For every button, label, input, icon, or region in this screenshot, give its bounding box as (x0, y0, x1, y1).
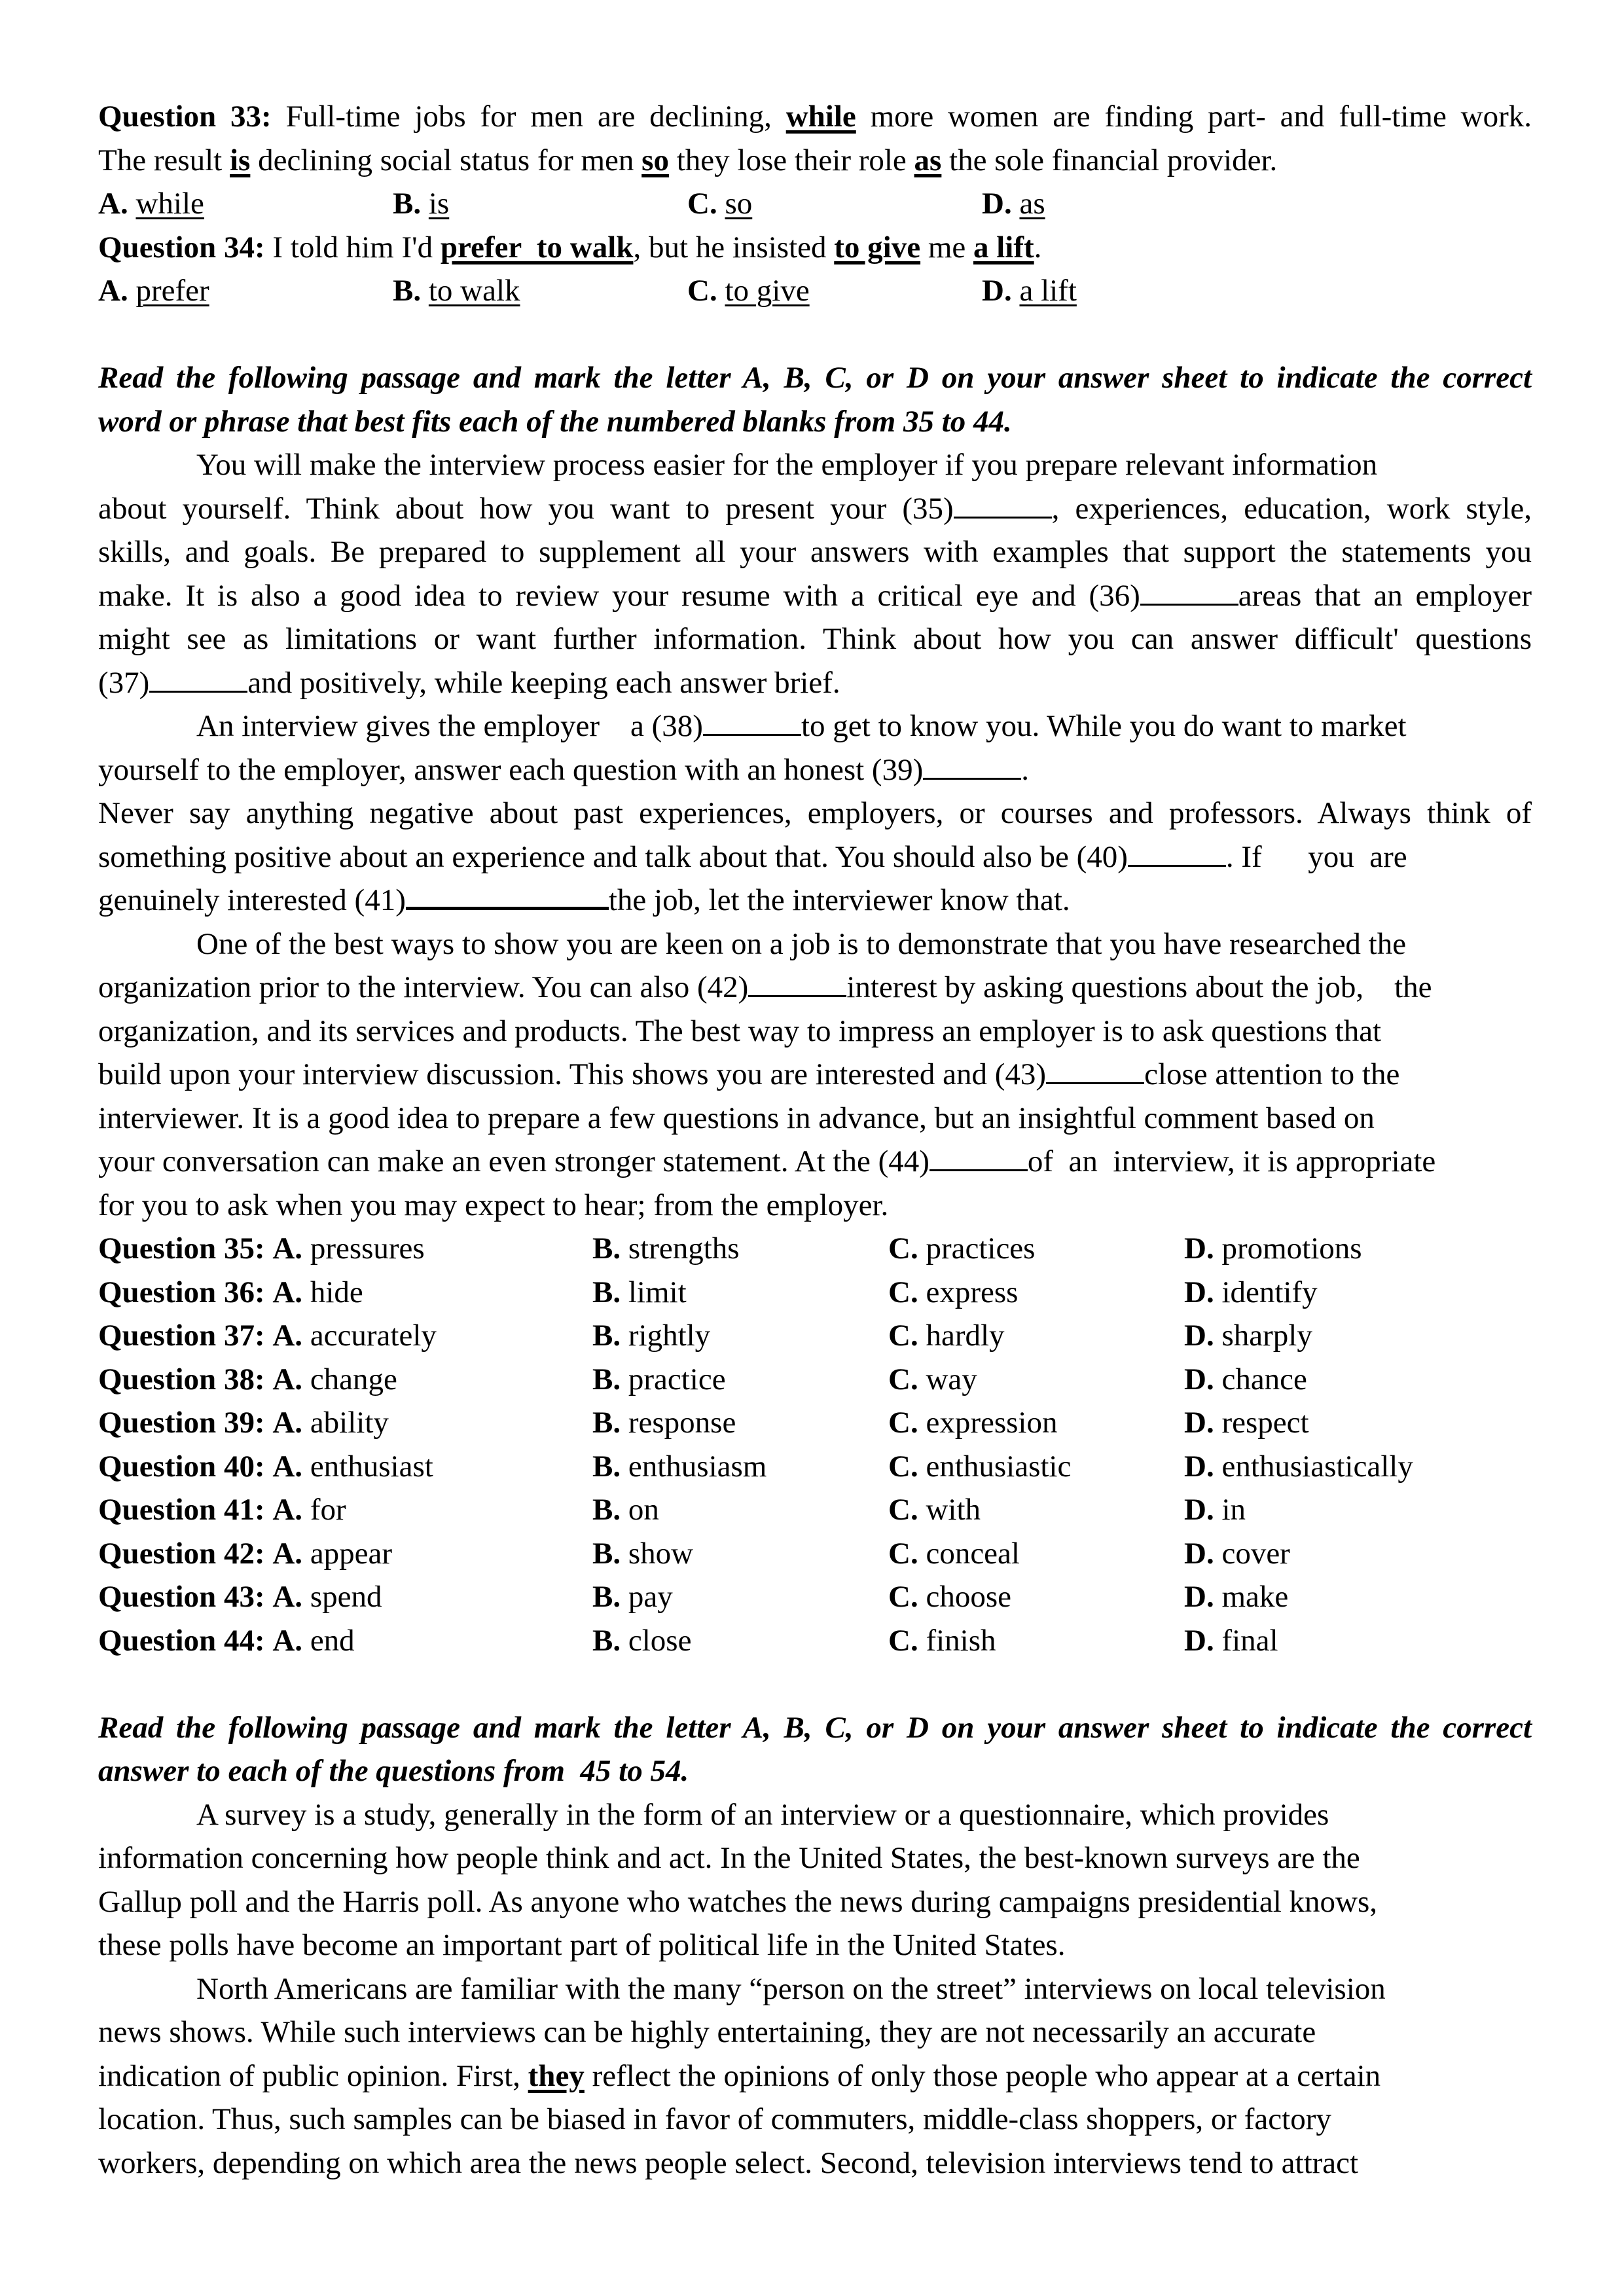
option-a[interactable]: Question 36: A. hide (98, 1275, 363, 1309)
question-33-stem: Question 33: Full-time jobs for men are declining, while more women are finding part- and full-time work. (98, 100, 1532, 134)
section-2-instruction-line2: answer to each of the questions from 45 to 54. (98, 1754, 689, 1788)
question-34-stem: Question 34: I told him I'd prefer to walk, but he insisted to give me a lift. (98, 230, 1042, 264)
question-row (98, 1575, 1532, 1619)
option-c[interactable]: C. way (888, 1362, 977, 1396)
underlined-word: as (914, 143, 942, 177)
passage-line: yourself to the employer, answer each question with an honest (39) . (98, 752, 1029, 787)
underlined-word: is (230, 143, 251, 177)
option-d[interactable]: D. in (1184, 1493, 1246, 1527)
passage-line: for you to ask when you may expect to hear; from the employer. (98, 1188, 889, 1222)
option-c[interactable]: C. finish (888, 1623, 996, 1658)
option-c[interactable]: C. express (888, 1275, 1019, 1309)
passage-line: genuinely interested (41) the job, let the interviewer know that. (98, 879, 1532, 922)
option-d[interactable]: D. final (1184, 1623, 1278, 1658)
passage-line: skills, and goals. Be prepared to supplement all your answers with examples that support the statements you (98, 535, 1532, 569)
question-row (98, 1271, 1532, 1315)
spacer (98, 1662, 1532, 1706)
passage-line: North Americans are familiar with the many “person on the street” interviews on local television (196, 1971, 1386, 2006)
passage-line: location. Thus, such samples can be biased in favor of commuters, middle-class shoppers, or factory (98, 2102, 1331, 2136)
option-a[interactable]: Question 37: A. accurately (98, 1319, 437, 1353)
spacer (98, 313, 1532, 357)
option-d[interactable]: D. respect (1184, 1406, 1309, 1440)
option-a[interactable]: Question 42: A. appear (98, 1536, 393, 1571)
option-d[interactable]: D. chance (1184, 1362, 1307, 1396)
passage-line: make. It is also a good idea to review your resume with a critical eye and (36) areas that an employer (98, 578, 1532, 613)
option-c[interactable]: C. choose (888, 1580, 1011, 1614)
option-d[interactable]: D. enthusiastically (1184, 1449, 1413, 1484)
underlined-phrase: a lift (973, 230, 1034, 264)
underlined-phrase: prefer to walk (440, 230, 634, 264)
question-label: Question 33: (98, 100, 272, 134)
option-c[interactable]: C. expression (888, 1406, 1058, 1440)
option-a[interactable]: A. prefer (98, 274, 209, 308)
question-row (98, 1445, 1532, 1489)
passage-line: An interview gives the employer a (38) to get to know you. While you do want to market (196, 709, 1407, 743)
option-c[interactable]: C. so (687, 187, 753, 221)
option-a[interactable]: Question 38: A. change (98, 1362, 397, 1396)
option-b[interactable]: B. enthusiasm (592, 1449, 767, 1484)
option-a[interactable]: Question 43: A. spend (98, 1580, 382, 1614)
passage-line: organization prior to the interview. You can also (42) interest by asking questions about the job, the (98, 970, 1432, 1004)
blank-43 (1046, 1056, 1144, 1084)
blank-35 (954, 490, 1052, 519)
passage-line: Never say anything negative about past experiences, employers, or courses and professors. Always think of (98, 796, 1532, 830)
option-c[interactable]: C. enthusiastic (888, 1449, 1072, 1484)
passage-line: (37) and positively, while keeping each answer brief. (98, 665, 840, 700)
option-b[interactable]: B. limit (592, 1275, 687, 1309)
question-row (98, 1401, 1532, 1445)
question-row (98, 1532, 1532, 1576)
passage-line: might see as limitations or want further information. Think about how you can answer difficult' questions (98, 622, 1532, 656)
question-row (98, 1358, 1532, 1402)
question-33-stem-line2: The result is declining social status for men so they lose their role as the sole financial provider. (98, 143, 1278, 177)
option-b[interactable]: B. is (393, 187, 450, 221)
passage-line: indication of public opinion. First, they reflect the opinions of only those people who appear at a certain (98, 2058, 1381, 2093)
blank-36 (1140, 577, 1238, 606)
passage-line: build upon your interview discussion. This shows you are interested and (43) close attention to the (98, 1057, 1400, 1091)
option-d[interactable]: D. promotions (1184, 1231, 1362, 1266)
blank-37 (149, 665, 247, 693)
question-row (98, 1227, 1532, 1271)
passage-line: about yourself. Think about how you want to present your (35) , experiences, education, work style, (98, 491, 1532, 526)
option-a[interactable]: Question 40: A. enthusiast (98, 1449, 433, 1484)
question-34-options (98, 269, 1532, 313)
question-row (98, 1488, 1532, 1532)
passage-line: these polls have become an important part of political life in the United States. (98, 1928, 1066, 1962)
question-label: Question 34: (98, 230, 265, 264)
passage-line: A survey is a study, generally in the form of an interview or a questionnaire, which provides (196, 1797, 1329, 1832)
option-b[interactable]: B. show (592, 1536, 694, 1571)
option-b[interactable]: B. practice (592, 1362, 726, 1396)
question-33-options (98, 182, 1532, 226)
exam-page (98, 95, 1532, 2185)
blank-38 (703, 708, 801, 736)
option-c[interactable]: C. practices (888, 1231, 1036, 1266)
blank-40 (1128, 839, 1226, 867)
option-b[interactable]: B. pay (592, 1580, 673, 1614)
option-d[interactable]: D. cover (1184, 1536, 1290, 1571)
option-d[interactable]: D. as (982, 187, 1045, 221)
question-row (98, 1314, 1532, 1358)
underlined-word: so (641, 143, 669, 177)
passage-line: something positive about an experience and talk about that. You should also be (40) . If you are (98, 839, 1407, 874)
option-c[interactable]: C. with (888, 1493, 981, 1527)
option-c[interactable]: C. hardly (888, 1319, 1005, 1353)
option-a[interactable]: Question 35: A. pressures (98, 1231, 425, 1266)
question-list (98, 1227, 1532, 1662)
passage-line: organization, and its services and products. The best way to impress an employer is to ask questions that (98, 1013, 1382, 1048)
underlined-word: they (528, 2058, 585, 2093)
passage-line: Gallup poll and the Harris poll. As anyone who watches the news during campaigns presidential knows, (98, 1884, 1378, 1919)
passage-line: interviewer. It is a good idea to prepare a few questions in advance, but an insightful comment based on (98, 1101, 1375, 1135)
blank-42 (748, 969, 846, 997)
underlined-phrase: to give (834, 230, 921, 264)
section-1-instruction: Read the following passage and mark the letter A, B, C, or D on your answer sheet to indicate the correct (98, 361, 1532, 395)
option-d[interactable]: D. identify (1184, 1275, 1318, 1309)
option-b[interactable]: B. to walk (393, 274, 520, 308)
passage-line: your conversation can make an even stronger statement. At the (44) of an interview, it is appropriate (98, 1144, 1436, 1178)
blank-41 (406, 881, 609, 910)
section-1-instruction-line2: word or phrase that best fits each of the numbered blanks from 35 to 44. (98, 404, 1012, 439)
option-c[interactable]: C. to give (687, 274, 810, 308)
section-2-instruction: Read the following passage and mark the letter A, B, C, or D on your answer sheet to indicate the correct (98, 1710, 1532, 1745)
option-a[interactable]: Question 41: A. for (98, 1493, 346, 1527)
option-b[interactable]: B. strengths (592, 1231, 740, 1266)
blank-39 (923, 752, 1021, 780)
underlined-word: while (785, 100, 856, 134)
passage-line: news shows. While such interviews can be highly entertaining, they are not necessarily an accurate (98, 2015, 1316, 2049)
option-d[interactable]: D. sharply (1184, 1319, 1312, 1353)
option-c[interactable]: C. conceal (888, 1536, 1020, 1571)
option-b[interactable]: B. response (592, 1406, 736, 1440)
passage-line: workers, depending on which area the news people select. Second, television interviews tend to attract (98, 2145, 1359, 2180)
question-row (98, 1619, 1532, 1663)
option-b[interactable]: B. rightly (592, 1319, 711, 1353)
blank-44 (929, 1143, 1028, 1171)
option-a[interactable]: Question 39: A. ability (98, 1406, 389, 1440)
option-b[interactable]: B. on (592, 1493, 659, 1527)
passage-line: information concerning how people think and act. In the United States, the best-known surveys are the (98, 1841, 1360, 1875)
option-d[interactable]: D. make (1184, 1580, 1289, 1614)
option-a[interactable]: A. while (98, 187, 204, 221)
option-a[interactable]: Question 44: A. end (98, 1623, 355, 1658)
option-d[interactable]: D. a lift (982, 274, 1077, 308)
passage-line: One of the best ways to show you are keen on a job is to demonstrate that you have researched the (196, 926, 1407, 961)
passage-line: You will make the interview process easier for the employer if you prepare relevant information (196, 448, 1378, 482)
option-b[interactable]: B. close (592, 1623, 692, 1658)
